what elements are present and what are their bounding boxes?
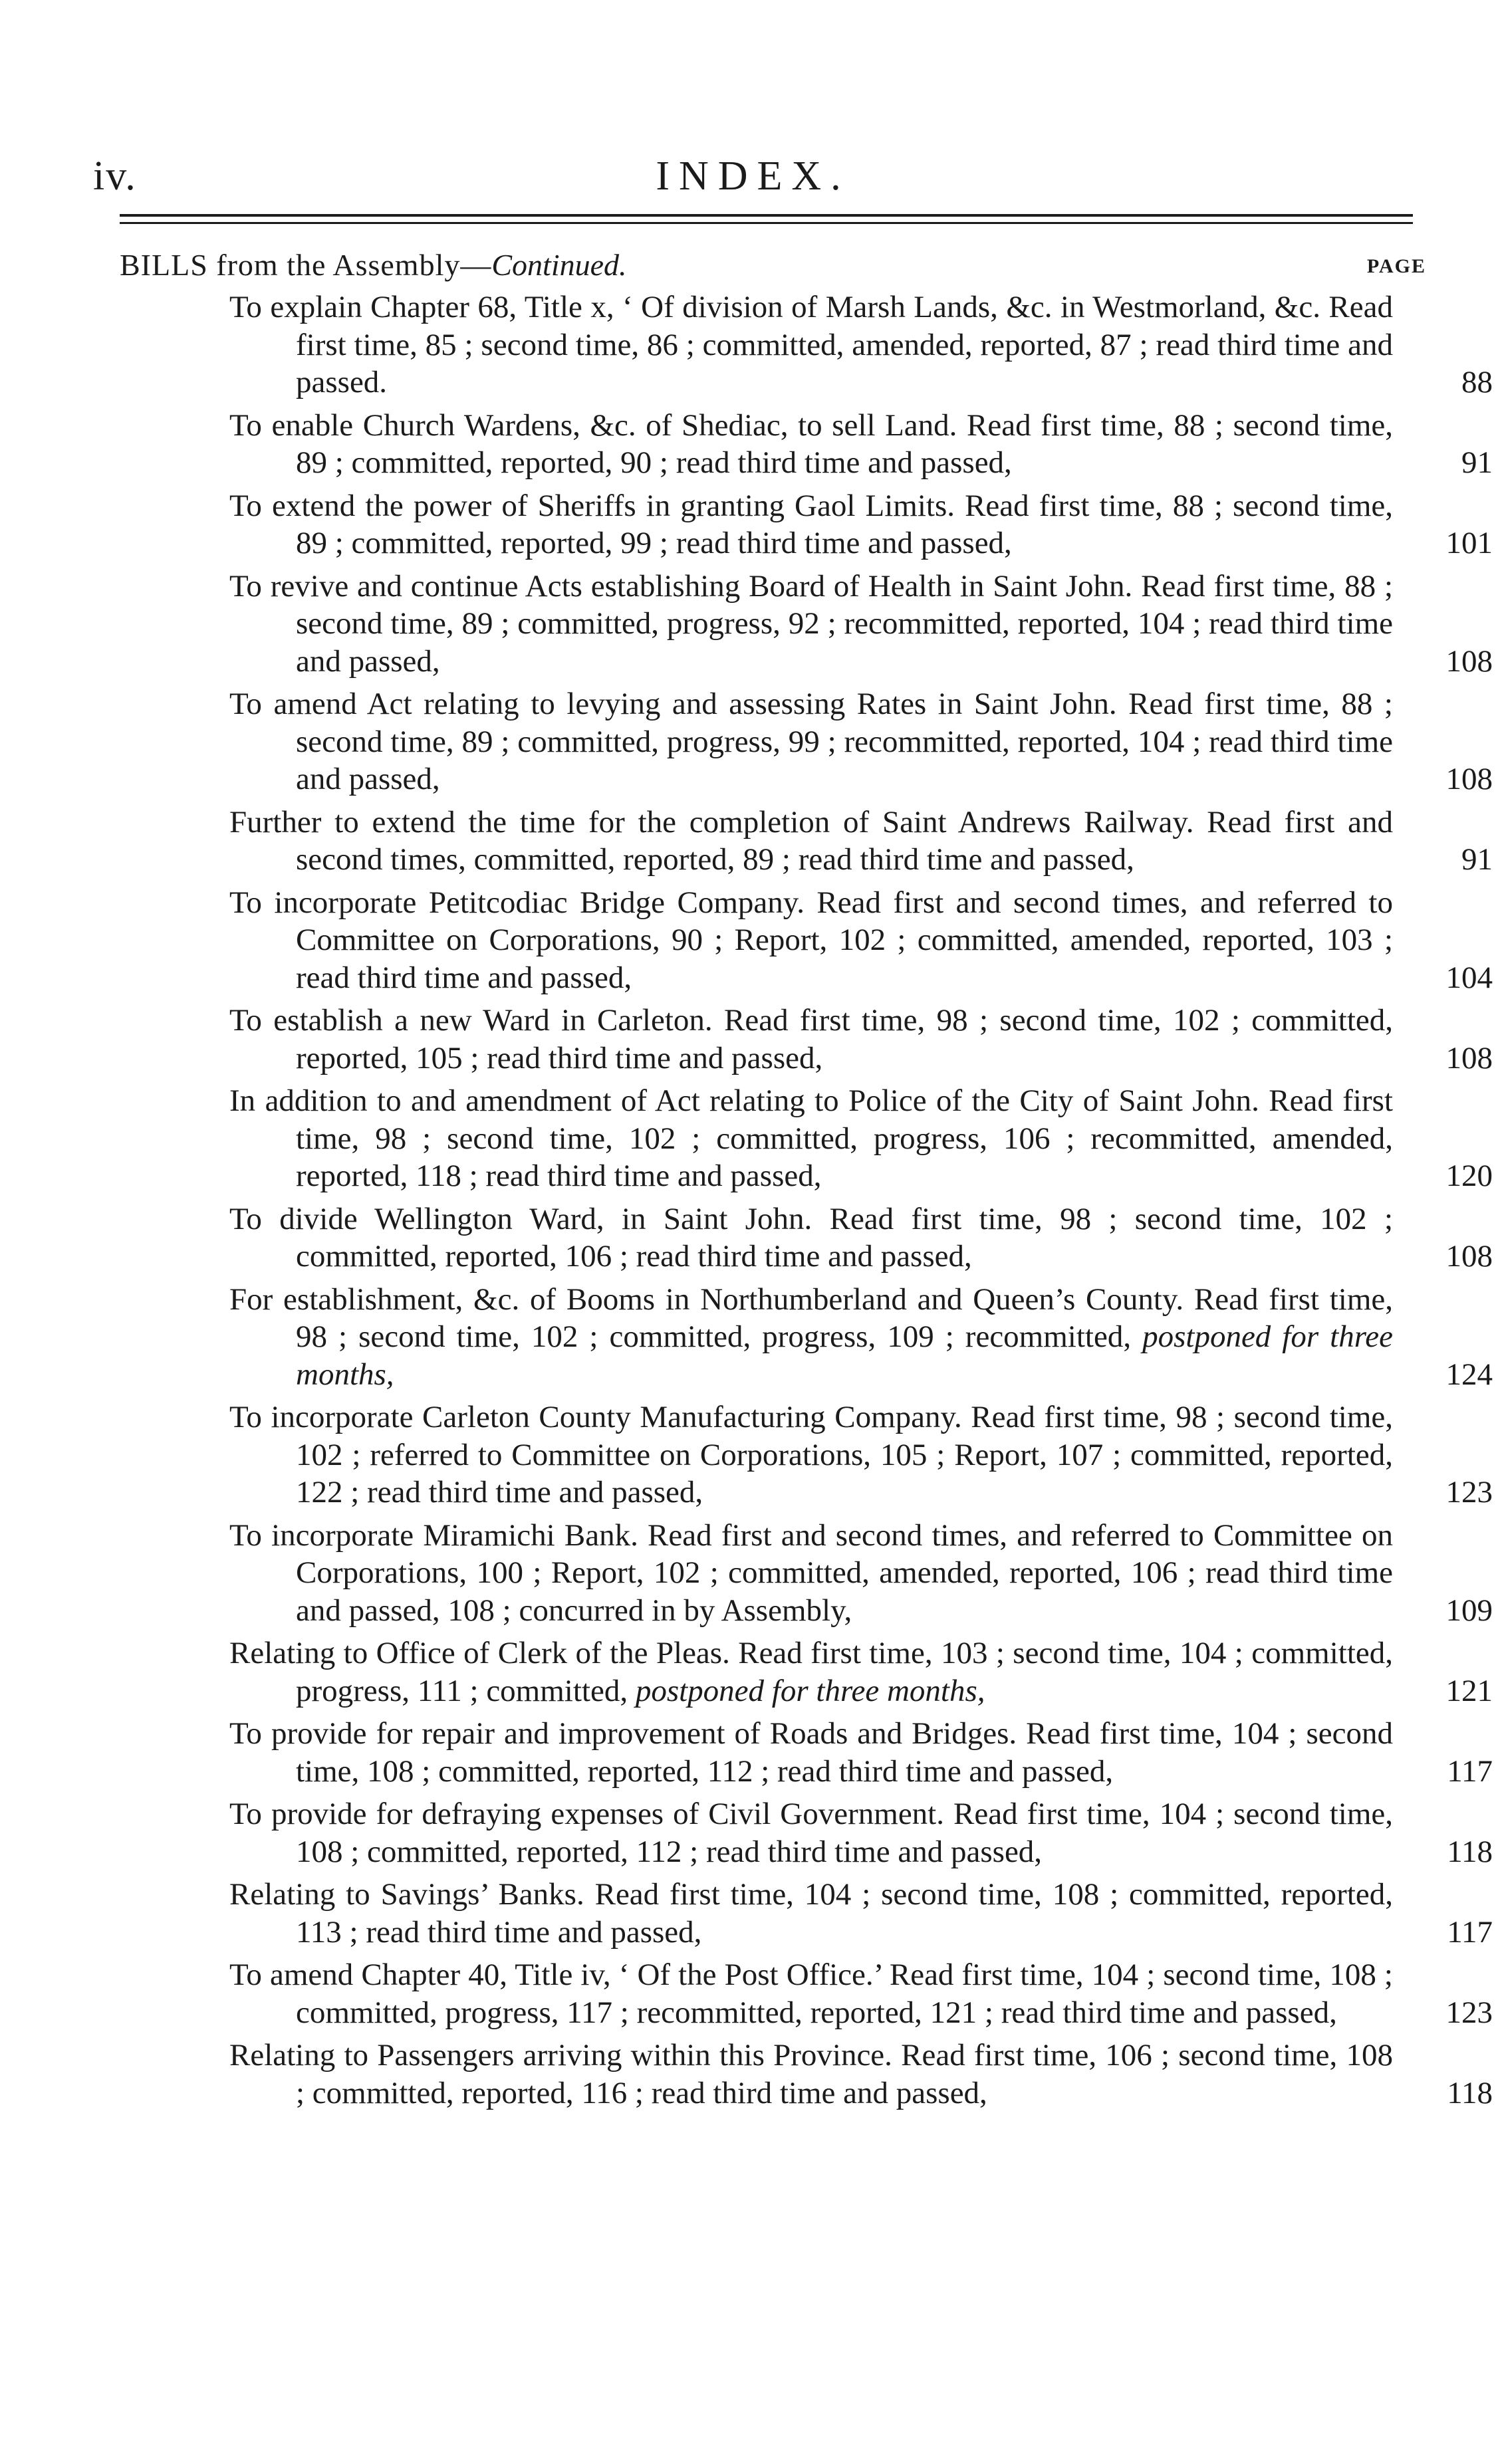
entry-page-ref: 117 (1447, 1753, 1493, 1789)
entry-text: In addition to and amendment of Act relating to Police of the City of Saint John. Read first time, 98 ; second time, 102 ; committed, progress, 106 ; recommitted, amended, reported, 118 ; read third time and passed, (229, 1083, 1393, 1193)
entry-italic-note: postponed for three months, (296, 1319, 1393, 1392)
index-entry (229, 288, 1493, 401)
index-entry (229, 1634, 1493, 1710)
header-rule-bottom (120, 222, 1413, 224)
entry-text: For establishment, &c. of Booms in Northumberland and Queen’s County. Read first time, 98 ; second time, 102 ; committed, progress, 109 ; recommitted, (229, 1282, 1393, 1354)
page-header (93, 153, 1413, 206)
entry-text: To amend Chapter 40, Title iv, ‘ Of the Post Office.’ Read first time, 104 ; second time, 108 ; committed, progress, 117 ; recommitted, reported, 121 ; read third time and passed, (229, 1958, 1393, 2030)
entry-italic-note: postponed for three months, (635, 1673, 985, 1708)
header-rule-top (120, 214, 1413, 217)
entry-text: Relating to Office of Clerk of the Pleas. Read first time, 103 ; second time, 104 ; committed, progress, 111 ; committed, (229, 1636, 1393, 1708)
index-entry (229, 1281, 1493, 1394)
index-entry (229, 1082, 1493, 1195)
page-title: INDEX. (656, 154, 850, 199)
entry-text: To incorporate Carleton County Manufacturing Company. Read first time, 98 ; second time, 102 ; referred to Committee on Corporations, 105 ; Report, 107 ; committed, reported, 122 ; read third time and passed, (229, 1400, 1393, 1510)
entry-page-ref: 91 (1461, 842, 1493, 877)
entry-text: Further to extend the time for the completion of Saint Andrews Railway. Read first and second times, committed, reported, 89 ; read third time and passed, (229, 804, 1393, 877)
entry-page-ref: 120 (1445, 1159, 1493, 1193)
section-continued: Continued. (491, 248, 627, 282)
index-entry (229, 568, 1493, 681)
entry-text: To provide for repair and improvement of Roads and Bridges. Read first time, 104 ; second time, 108 ; committed, reported, 112 ; read third time and passed, (229, 1716, 1393, 1789)
entry-text: To incorporate Miramichi Bank. Read first and second times, and referred to Committee on Corporations, 100 ; Report, 102 ; committed, amended, reported, 106 ; read third time and passed, 108 ; concurred in by Assembly, (229, 1517, 1393, 1628)
entry-page-ref: 121 (1445, 1673, 1493, 1708)
entry-text: To amend Act relating to levying and assessing Rates in Saint John. Read first time, 88 ; second time, 89 ; committed, progress, 99 ; recommitted, reported, 104 ; read third time and passed, (229, 687, 1393, 796)
entry-text: To enable Church Wardens, &c. of Shediac, to sell Land. Read first time, 88 ; second time, 89 ; committed, reported, 90 ; read third time and passed, (229, 407, 1393, 480)
entry-text: To establish a new Ward in Carleton. Read first time, 98 ; second time, 102 ; committed, reported, 105 ; read third time and passed, (229, 1003, 1393, 1075)
index-entries (0, 288, 1496, 2117)
entry-page-ref: 108 (1445, 643, 1493, 679)
entry-page-ref: 91 (1461, 445, 1493, 480)
entry-page-ref: 118 (1447, 2075, 1493, 2110)
entry-page-ref: 108 (1445, 1239, 1493, 1274)
section-label: BILLS from the Assembly— (120, 248, 492, 282)
entry-page-ref: 104 (1445, 960, 1493, 995)
index-entry (229, 1795, 1493, 1870)
entry-page-ref: 118 (1447, 1834, 1493, 1869)
index-entry (229, 1517, 1493, 1630)
page-column-label: PAGE (1366, 255, 1426, 277)
index-entry (229, 1876, 1493, 1951)
entry-page-ref: 123 (1445, 1995, 1493, 2030)
index-entry (229, 1956, 1493, 2031)
index-entry (229, 407, 1493, 482)
index-entry (229, 1399, 1493, 1512)
entry-page-ref: 88 (1461, 365, 1493, 399)
entry-page-ref: 124 (1445, 1357, 1493, 1392)
index-entry (229, 2037, 1493, 2112)
index-entry (229, 1715, 1493, 1790)
entry-text: To divide Wellington Ward, in Saint John. Read first time, 98 ; second time, 102 ; committed, reported, 106 ; read third time and passed, (229, 1201, 1393, 1274)
entry-text: Relating to Passengers arriving within this Province. Read first time, 106 ; second time, 108 ; committed, reported, 116 ; read third time and passed, (229, 2038, 1393, 2110)
index-entry (229, 884, 1493, 997)
index-entry (229, 487, 1493, 562)
entry-page-ref: 108 (1445, 1040, 1493, 1075)
entry-text: To extend the power of Sheriffs in granting Gaol Limits. Read first time, 88 ; second time, 89 ; committed, reported, 99 ; read third time and passed, (229, 488, 1393, 560)
entry-text: To explain Chapter 68, Title x, ‘ Of division of Marsh Lands, &c. in Westmorland, &c. Read first time, 85 ; second time, 86 ; committed, amended, reported, 87 ; read third time and passed. (229, 290, 1393, 399)
page-folio: iv. (93, 154, 137, 199)
index-entry (229, 1200, 1493, 1276)
entry-page-ref: 108 (1445, 762, 1493, 796)
entry-text: To incorporate Petitcodiac Bridge Company. Read first and second times, and referred to Committee on Corporations, 90 ; Report, 102 ; committed, amended, reported, 103 ; read third time and passed, (229, 885, 1393, 995)
index-entry (229, 1002, 1493, 1077)
entry-page-ref: 101 (1445, 526, 1493, 560)
section-heading (120, 247, 1426, 287)
entry-text: To provide for defraying expenses of Civil Government. Read first time, 104 ; second time, 108 ; committed, reported, 112 ; read third time and passed, (229, 1797, 1393, 1869)
entry-text: To revive and continue Acts establishing Board of Health in Saint John. Read first time, 88 ; second time, 89 ; committed, progress, 92 ; recommitted, reported, 104 ; read third time and passed, (229, 568, 1393, 679)
entry-text: Relating to Savings’ Banks. Read first time, 104 ; second time, 108 ; committed, reported, 113 ; read third time and passed, (229, 1877, 1393, 1950)
index-entry (229, 685, 1493, 798)
entry-page-ref: 109 (1445, 1593, 1493, 1628)
entry-page-ref: 117 (1447, 1914, 1493, 1950)
entry-page-ref: 123 (1445, 1475, 1493, 1510)
index-entry (229, 804, 1493, 879)
